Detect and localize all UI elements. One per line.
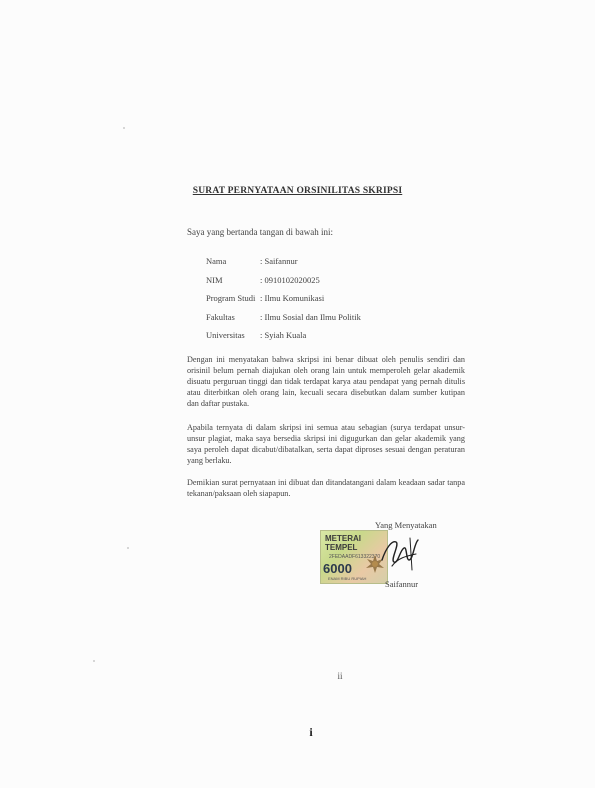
identity-row-name (206, 256, 361, 275)
identity-row-faculty (206, 312, 361, 331)
stamp-amount-text: ENAM RIBU RUPIAH (328, 576, 367, 581)
identity-value: : Ilmu Komunikasi (260, 293, 325, 303)
identity-row-program (206, 293, 361, 312)
signer-name: Saifannur (385, 579, 419, 589)
identity-row-nim (206, 275, 361, 294)
identity-label: NIM (206, 274, 223, 285)
handwritten-signature (376, 530, 424, 578)
page-number: i (309, 725, 313, 739)
signature-title: Yang Menyatakan (375, 520, 437, 530)
identity-value: : Saifannur (260, 256, 298, 266)
stamp-serial: 2FEDAADF613322370 (329, 554, 381, 560)
identity-label: Universitas (206, 330, 245, 340)
stamp-amount: 6000 (323, 561, 352, 576)
identity-label: Program Studi (206, 293, 256, 303)
document-title: SURAT PERNYATAAN ORSINILITAS SKRIPSI (192, 186, 403, 196)
identity-value: : 0910102020025 (260, 274, 320, 285)
identity-value: : Syiah Kuala (260, 330, 307, 340)
statement-paragraph-2: Apabila ternyata di dalam skripsi ini semua atau sebagian (surya terdapat unsur-unsur plagiat, maka saya bersedia skripsi ini digugurkan dan gelar akademik yang saya peroleh dapat dicabut/dibatalkan, serta dapat diproses sesuai dengan peraturan yang berlaku. (187, 423, 465, 465)
identity-label: Nama (206, 256, 227, 266)
statement-paragraph-3: Demikian surat pernyataan ini dibuat dan ditandatangani dalam keadaan sadar tanpa tekanan/paksaan oleh siapapun. (187, 478, 465, 498)
scan-speck (127, 547, 129, 549)
intro-text: Saya yang bertanda tangan di bawah ini: (187, 227, 333, 237)
identity-block (206, 256, 361, 349)
stamp-line1: METERAI (325, 534, 361, 543)
scan-speck (123, 127, 125, 129)
scan-speck (93, 660, 95, 662)
page-number-roman: ii (337, 671, 343, 681)
identity-value: : Ilmu Sosial dan Ilmu Politik (260, 311, 361, 322)
identity-label: Fakultas (206, 311, 235, 322)
identity-row-university (206, 330, 361, 349)
stamp-line2: TEMPEL (325, 543, 358, 552)
statement-paragraph-1: Dengan ini menyatakan bahwa skripsi ini benar dibuat oleh penulis sendiri dan orisinil belum pernah diajukan oleh orang lain untuk memperoleh gelar akademik disuatu perguruan tinggi dan tidak terdapat karya atau pendapat yang pernah ditulis atau diterbitkan oleh orang lain, kecuali secara disebutkan dalam sumber kutipan dan daftar pustaka. (187, 355, 465, 408)
